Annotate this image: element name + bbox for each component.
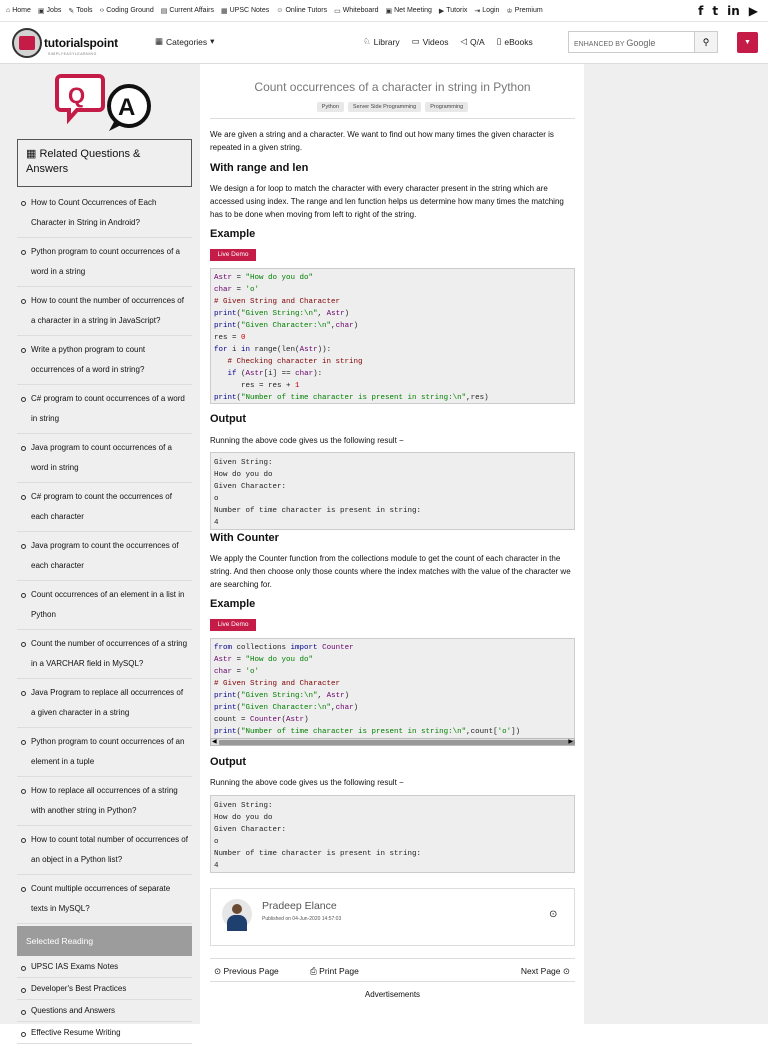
related-questions-header [17, 139, 192, 187]
top-link-label: UPSC Notes [229, 7, 270, 14]
top-link-label: Login [482, 7, 500, 14]
top-link-label: Home [12, 7, 31, 14]
top-link-label: Premium [514, 7, 543, 14]
header-nav [363, 36, 533, 47]
code-block-1: Astr = "How do you do" char = 'o' # Given String and Character print("Given String:\n", Astr) print("Given Character:\n",char) res = 0 for i in range(len(Astr)): # Checking character in string if (Astr[i] == char): res = res + 1 print("Number of time character is present in string:\n",res) [210, 268, 575, 404]
selected-reading-link[interactable]: UPSC IAS Exams Notes [17, 956, 192, 978]
nav-icon: ♘ [363, 36, 371, 46]
range-text: We design a for loop to match the character with every character present in the string which are accessed using index. The range and len function helps us determine how many times the matching has to be done when moving from left to right of the string. [210, 184, 564, 219]
published-date: Published on 04-Jun-2020 14:57:03 [262, 916, 342, 922]
grid-icon: ▦ [155, 36, 164, 46]
related-question-link[interactable]: C# program to count the occurrences of each character [17, 483, 192, 532]
site-logo[interactable] [12, 28, 118, 58]
heading-output-1: Output [210, 413, 247, 425]
related-question-link[interactable]: C# program to count occurrences of a word in string [17, 385, 192, 434]
nav-icon: ▭ [411, 36, 420, 46]
top-link-jobs[interactable] [38, 7, 61, 15]
grid-icon: ▦ [26, 148, 40, 160]
intro-text: We are given a string and a character. We want to find out how many times the given character is repeated in a given string. [210, 130, 554, 152]
scroll-left-icon[interactable]: ◀ [212, 739, 217, 745]
top-link-icon: ▣ [37, 7, 45, 15]
search-brand: Google [626, 38, 656, 48]
social-links [698, 4, 758, 18]
top-link-current-affairs[interactable] [161, 7, 214, 15]
related-question-link[interactable]: Java Program to replace all occurrences of a given character in a string [17, 679, 192, 728]
header [0, 22, 768, 64]
youtube-icon[interactable]: ▶ [748, 4, 758, 18]
heading-counter: With Counter [210, 532, 279, 544]
nav-label: Videos [422, 36, 449, 47]
related-question-link[interactable]: Python program to count occurrences of an element in a tuple [17, 728, 192, 777]
right-background [584, 64, 768, 1024]
search-button[interactable] [695, 32, 717, 52]
linkedin-icon[interactable]: in [727, 4, 740, 18]
print-page-link[interactable] [310, 966, 359, 977]
code-scrollbar[interactable] [210, 738, 575, 746]
related-list [17, 189, 192, 924]
top-link-label: Net Meeting [394, 7, 432, 14]
output-block-1: Given String: How do you do Given Character: o Number of time character is present in string: 4 [210, 452, 575, 530]
top-link-label: Current Affairs [169, 7, 214, 14]
pager [210, 958, 575, 982]
tag-badge[interactable]: Python [317, 102, 344, 112]
search-box[interactable] [568, 31, 718, 53]
logo-icon [12, 28, 42, 58]
tag-badge[interactable]: Programming [425, 102, 468, 112]
logo-text-a: tutorials [44, 36, 90, 50]
avatar [222, 899, 252, 929]
top-link-icon: ▣ [385, 7, 393, 15]
chevron-left-icon: ⊙ [214, 966, 224, 976]
nav-library[interactable] [363, 36, 400, 47]
categories-label: Categories [166, 36, 208, 47]
top-link-net-meeting[interactable] [386, 7, 432, 15]
live-demo-button-1[interactable]: Live Demo [210, 249, 256, 261]
related-question-link[interactable]: How to count the number of occurrences of a character in a string in JavaScript? [17, 287, 192, 336]
heading-example-2: Example [210, 598, 256, 610]
related-question-link[interactable]: Write a python program to count occurrences of a word in string? [17, 336, 192, 385]
caret-down-icon: ▾ [210, 36, 215, 46]
logo-tagline: SIMPLYEASYLEARNING [48, 52, 97, 56]
related-question-link[interactable]: Python program to count occurrences of a word in a string [17, 238, 192, 287]
next-page-link[interactable] [521, 966, 570, 977]
previous-page-label: Previous Page [223, 966, 279, 976]
next-page-label: Next Page [520, 966, 561, 976]
advertisements-label: Advertisements [364, 990, 421, 999]
author-name[interactable]: Pradeep Elance [262, 900, 337, 912]
top-link-label: Coding Ground [106, 7, 154, 14]
top-link-icon: ♔ [506, 7, 513, 15]
top-links [6, 7, 543, 15]
top-link-icon: ☺ [276, 7, 284, 14]
twitter-icon[interactable]: t [712, 4, 719, 18]
nav-label: Library [373, 36, 400, 47]
heading-output-2: Output [210, 756, 247, 768]
heading-example-1: Example [210, 228, 256, 240]
top-link-coding-ground[interactable] [100, 7, 154, 15]
top-link-label: Tools [76, 7, 93, 14]
sidebar [17, 139, 192, 1044]
nav-label: eBooks [504, 36, 533, 47]
selected-reading-link[interactable]: Questions and Answers [17, 1000, 192, 1022]
search-prefix: ENHANCED BY [574, 41, 625, 48]
related-question-link[interactable]: Java program to count occurrences of a word in string [17, 434, 192, 483]
code-block-2: from collections import Counter Astr = "How do you do" char = 'o' # Given String and Character print("Given String:\n", Astr) print("Given Character:\n",char) count = Counter(Astr) print("Number of time character is present in string:\n",count['o']) [210, 638, 575, 739]
caret-down-icon: ▼ [744, 39, 751, 46]
top-link-online-tutors[interactable] [276, 7, 327, 15]
related-title: Related Questions & Answers [26, 148, 141, 175]
output-text-1: Running the above code gives us the following result − [210, 436, 404, 445]
related-question-link[interactable]: Count occurrences of an element in a list in Python [17, 581, 192, 630]
top-link-whiteboard[interactable] [334, 7, 378, 15]
top-link-icon: ▦ [220, 7, 228, 15]
top-link-premium[interactable] [506, 7, 542, 15]
related-question-link[interactable]: How to replace all occurrences of a string with another string in Python? [17, 777, 192, 826]
print-page-label: Print Page [319, 966, 359, 976]
top-link-icon: ✎ [68, 7, 75, 15]
categories-menu[interactable] [155, 36, 214, 47]
menu-button[interactable] [737, 32, 758, 53]
top-link-icon: ⇥ [474, 7, 481, 15]
nav-ebooks[interactable] [497, 36, 533, 47]
top-link-icon: ▶ [438, 7, 445, 15]
svg-text:A: A [118, 94, 136, 121]
nav-videos[interactable] [412, 36, 449, 47]
top-link-icon: ‹› [99, 7, 105, 14]
heading-range: With range and len [210, 162, 309, 174]
related-question-link[interactable]: Count multiple occurrences of separate texts in MySQL? [17, 875, 192, 924]
top-link-icon: ⌂ [6, 7, 11, 14]
page-title: Count occurrences of a character in string in Python [254, 80, 531, 94]
counter-text: We apply the Counter function from the collections module to get the count of each character in the string. And then choose only those counts where the index matches with the value of the character we are searching for. [210, 554, 571, 589]
top-link-tools[interactable] [68, 7, 92, 15]
related-question-link[interactable]: Count the number of occurrences of a string in a VARCHAR field in MySQL? [17, 630, 192, 679]
facebook-icon[interactable]: f [698, 4, 704, 18]
related-question-link[interactable]: How to Count Occurrences of Each Character in String in Android? [17, 189, 192, 238]
selected-reading-list [17, 956, 192, 1044]
top-link-icon: ▤ [160, 7, 168, 15]
chevron-right-circle-icon[interactable]: ⊙ [549, 909, 558, 920]
printer-icon: ⎙ [310, 966, 320, 976]
top-link-label: Online Tutors [285, 7, 328, 14]
nav-icon: ▯ [496, 36, 502, 46]
scroll-right-icon[interactable]: ▶ [568, 739, 573, 745]
top-link-label: Tutorix [446, 7, 468, 14]
nav-q-a[interactable] [460, 36, 484, 47]
nav-label: Q/A [470, 36, 485, 47]
selected-reading-header: Selected Reading [17, 926, 192, 956]
qa-logo-icon [55, 70, 155, 135]
related-question-link[interactable]: Java program to count the occurrences of each character [17, 532, 192, 581]
search-input[interactable] [569, 32, 695, 52]
top-link-upsc-notes[interactable] [221, 7, 269, 15]
chevron-right-icon: ⊙ [560, 966, 570, 976]
top-link-icon: ▭ [334, 7, 341, 15]
related-question-link[interactable]: How to count total number of occurrences of an object in a Python list? [17, 826, 192, 875]
top-link-label: Jobs [46, 7, 62, 14]
search-icon: ⚲ [702, 36, 710, 47]
author-card [210, 888, 575, 946]
divider [210, 118, 575, 119]
nav-icon: ◁ [460, 36, 468, 46]
top-link-label: Whiteboard [342, 7, 379, 14]
main-content [201, 68, 584, 1024]
tag-badge[interactable]: Server Side Programming [348, 102, 421, 112]
live-demo-button-2[interactable]: Live Demo [210, 619, 256, 631]
output-block-2: Given String: How do you do Given Character: o Number of time character is present in string: 4 [210, 795, 575, 873]
selected-reading-link[interactable]: Effective Resume Writing [17, 1022, 192, 1044]
top-link-home[interactable] [6, 7, 31, 15]
scrollbar-thumb[interactable] [219, 740, 575, 745]
selected-reading-link[interactable]: Developer's Best Practices [17, 978, 192, 1000]
logo-text-b: point [89, 36, 118, 50]
top-link-tutorix[interactable] [439, 7, 468, 15]
svg-text:Q: Q [68, 83, 86, 108]
top-bar [0, 0, 768, 22]
top-link-login[interactable] [474, 7, 499, 15]
previous-page-link[interactable] [214, 966, 279, 977]
tag-list [201, 102, 584, 112]
output-text-2: Running the above code gives us the following result − [210, 778, 404, 787]
